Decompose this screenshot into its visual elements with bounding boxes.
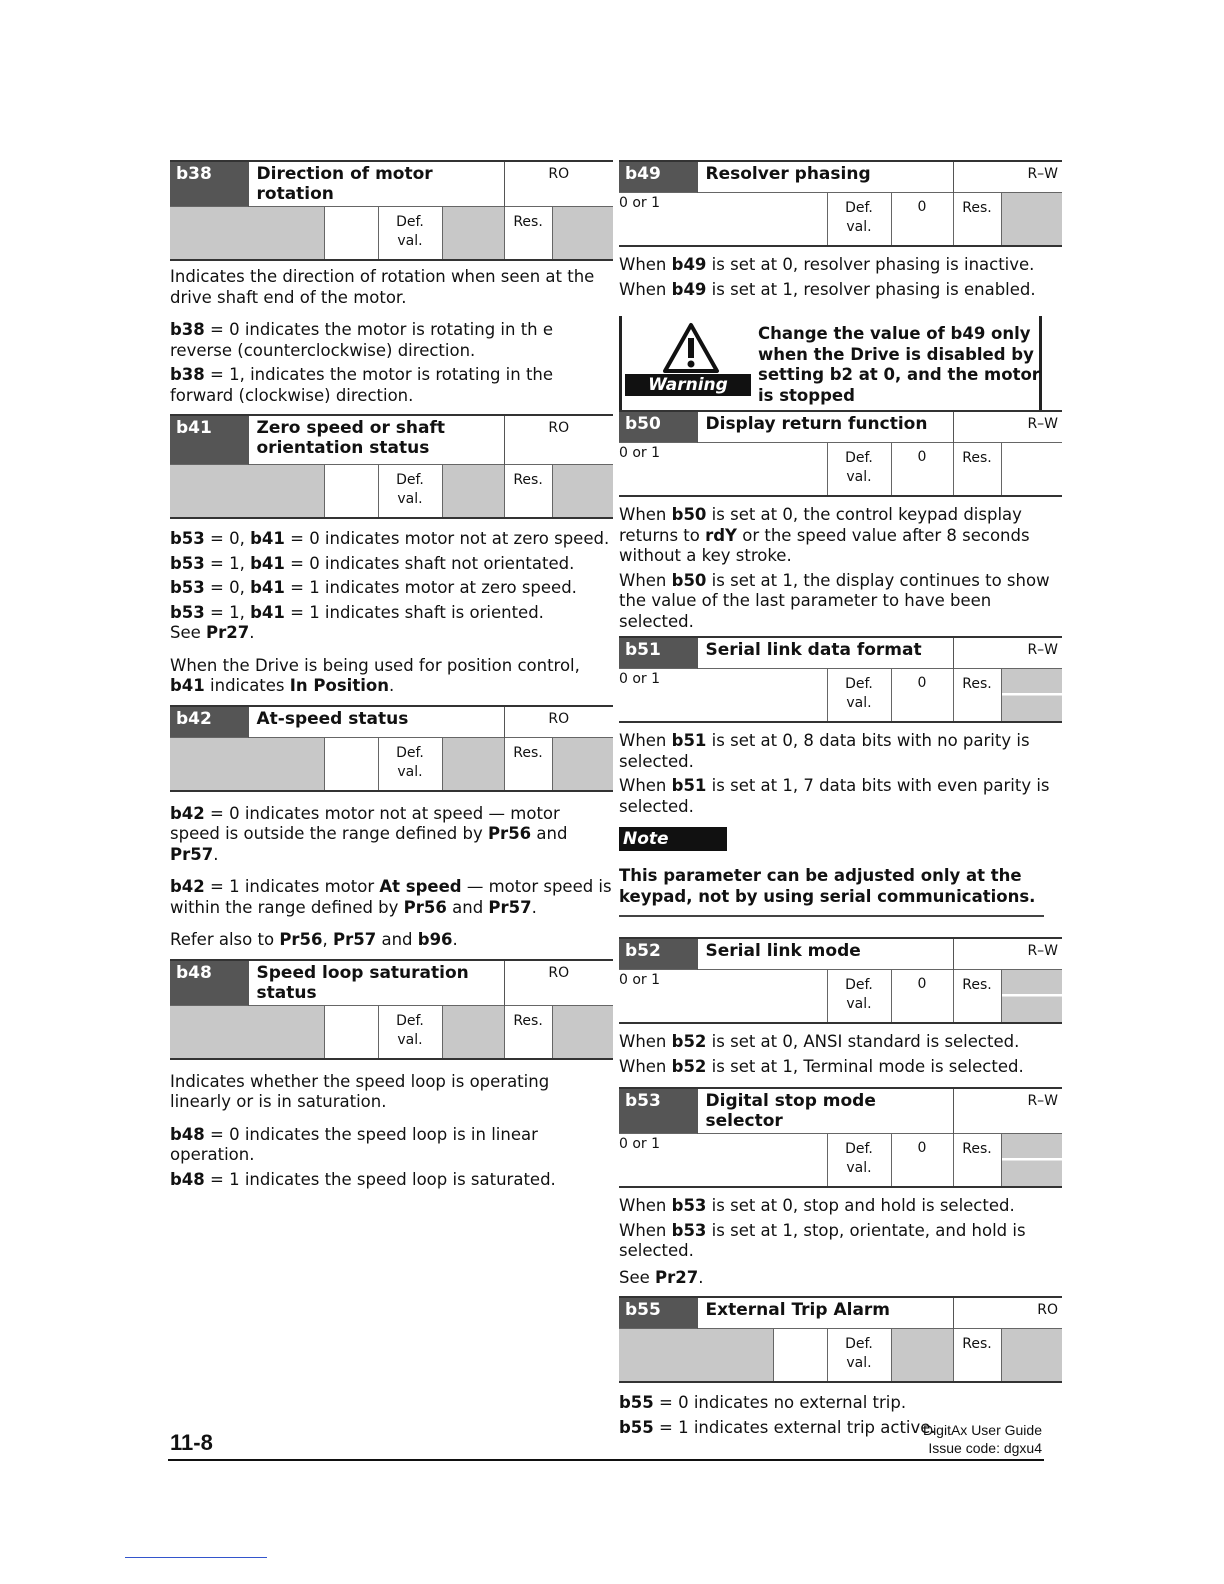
- resolution-label: Res.: [504, 1005, 552, 1059]
- warning-text: Change the value of b49 only when the Drive is disabled by setting b2 at 0, and the motor is stopped: [758, 324, 1040, 405]
- default-label: Def. val.: [827, 970, 891, 1024]
- warning-box: [619, 316, 1042, 410]
- resolution-label: Res.: [504, 465, 552, 519]
- param-table-b48: [170, 959, 613, 1060]
- resolution-label: Res.: [953, 970, 1001, 1024]
- b41-line-4: b53 = 1, b41 = 1 indicates shaft is oriented.: [170, 602, 544, 622]
- b41-line-1: b53 = 0, b41 = 0 indicates motor not at zero speed.: [170, 529, 610, 548]
- param-title: Digital stop mode selector: [697, 1088, 953, 1134]
- b38-value-0: b38 = 0 indicates the motor is rotating in th e reverse (counterclockwise) direction.: [170, 320, 554, 360]
- resolution-value-cell: [1001, 193, 1062, 247]
- issue-code: Issue code: dgxu4: [928, 1440, 1042, 1456]
- param-title: At-speed status: [248, 706, 504, 738]
- default-value-cell: [442, 207, 504, 261]
- footer-divider: [168, 1459, 1044, 1461]
- param-mode: R–W: [953, 637, 1062, 669]
- resolution-label: Res.: [953, 669, 1001, 723]
- param-table-b50: [619, 410, 1062, 497]
- left-column: [170, 160, 613, 1190]
- range-value: 0 or 1: [619, 443, 827, 497]
- b50-value-1: When b50 is set at 1, the display continues to show the value of the last parameter to have been selected.: [619, 570, 1050, 631]
- b48-value-1: b48 = 1 indicates the speed loop is saturated.: [170, 1169, 556, 1189]
- b48-description: Indicates whether the speed loop is operating linearly or is in saturation.: [170, 1071, 550, 1111]
- resolution-value-cell: [1001, 669, 1062, 723]
- blank-cell: [324, 1005, 378, 1059]
- b51-value-0: When b51 is set at 0, 8 data bits with no parity is selected.: [619, 731, 1030, 771]
- default-label: Def. val.: [827, 443, 891, 497]
- b38-description: Indicates the direction of rotation when seen at the drive shaft end of the motor.: [170, 267, 595, 307]
- param-mode: RO: [504, 960, 613, 1006]
- default-value: 0: [891, 443, 953, 497]
- footer-info: [923, 1421, 1042, 1457]
- right-column: [619, 160, 1062, 1438]
- b52-value-0: When b52 is set at 0, ANSI standard is selected.: [619, 1032, 1020, 1051]
- warning-triangle-icon: [662, 322, 720, 374]
- b51-value-1: When b51 is set at 1, 7 data bits with even parity is selected.: [619, 776, 1050, 816]
- resolution-label: Res.: [953, 1134, 1001, 1188]
- param-mode: RO: [504, 706, 613, 738]
- resolution-label: Res.: [504, 207, 552, 261]
- param-code: b52: [619, 938, 697, 970]
- b55-value-1: b55 = 1 indicates external trip active.: [619, 1417, 936, 1437]
- b50-value-0: When b50 is set at 0, the control keypad display returns to rdY or the speed value after 8 seconds without a key stroke.: [619, 505, 1030, 565]
- param-code: b53: [619, 1088, 697, 1134]
- b48-value-0: b48 = 0 indicates the speed loop is in linear operation.: [170, 1124, 538, 1164]
- b41-position-note: When the Drive is being used for position control, b41 indicates In Position.: [170, 655, 580, 695]
- range-value: 0 or 1: [619, 669, 827, 723]
- range-value: 0 or 1: [619, 970, 827, 1024]
- resolution-label: Res.: [953, 193, 1001, 247]
- resolution-value-cell: [552, 737, 613, 791]
- param-code: b51: [619, 637, 697, 669]
- default-value: 0: [891, 669, 953, 723]
- range-cell: [170, 737, 324, 791]
- default-value: 0: [891, 1134, 953, 1188]
- b41-line-3: b53 = 0, b41 = 1 indicates motor at zero speed.: [170, 578, 577, 597]
- b38-value-1: b38 = 1, indicates the motor is rotating in the forward (clockwise) direction.: [170, 365, 554, 405]
- blank-cell: [324, 465, 378, 519]
- blank-cell: [324, 207, 378, 261]
- b42-value-1: b42 = 1 indicates motor At speed — motor speed is within the range defined by Pr56 and Pr57.: [170, 877, 612, 917]
- b41-line-2: b53 = 1, b41 = 0 indicates shaft not orientated.: [170, 553, 575, 573]
- b52-value-1: When b52 is set at 1, Terminal mode is selected.: [619, 1056, 1024, 1076]
- note-label: Note: [619, 827, 727, 851]
- default-value: 0: [891, 193, 953, 247]
- param-mode: RO: [504, 161, 613, 207]
- param-table-b49: [619, 160, 1062, 247]
- default-value-cell: [442, 1005, 504, 1059]
- default-label: Def. val.: [827, 1134, 891, 1188]
- param-title: Resolver phasing: [697, 161, 953, 193]
- resolution-value-cell: [552, 465, 613, 519]
- b53-value-1: When b53 is set at 1, stop, orientate, and hold is selected.: [619, 1220, 1026, 1260]
- resolution-value-cell: [1001, 1329, 1062, 1383]
- param-table-b38: [170, 160, 613, 261]
- b41-see-also: See Pr27.: [170, 623, 255, 642]
- param-mode: RO: [504, 415, 613, 465]
- param-code: b50: [619, 411, 697, 443]
- param-mode: RO: [953, 1297, 1062, 1329]
- resolution-value-cell: [1001, 970, 1062, 1024]
- default-label: Def. val.: [378, 737, 442, 791]
- resolution-value-cell: [1001, 443, 1062, 497]
- param-title: Zero speed or shaft orientation status: [248, 415, 504, 465]
- param-code: b42: [170, 706, 248, 738]
- param-title: Direction of motor rotation: [248, 161, 504, 207]
- param-title: External Trip Alarm: [697, 1297, 953, 1329]
- range-cell: [170, 465, 324, 519]
- param-code: b49: [619, 161, 697, 193]
- param-table-b55: [619, 1296, 1062, 1383]
- param-title: Serial link mode: [697, 938, 953, 970]
- b42-value-0: b42 = 0 indicates motor not at speed — motor speed is outside the range defined by Pr56 and Pr57.: [170, 803, 568, 864]
- param-table-b42: [170, 705, 613, 792]
- param-code: b41: [170, 415, 248, 465]
- param-code: b48: [170, 960, 248, 1006]
- param-title: Display return function: [697, 411, 953, 443]
- resolution-value-cell: [1001, 1134, 1062, 1188]
- default-value: 0: [891, 970, 953, 1024]
- b53-value-0: When b53 is set at 0, stop and hold is selected.: [619, 1196, 1015, 1215]
- range-value: 0 or 1: [619, 1134, 827, 1188]
- param-mode: R–W: [953, 1088, 1062, 1134]
- param-code: b55: [619, 1297, 697, 1329]
- b49-value-1: When b49 is set at 1, resolver phasing is enabled.: [619, 279, 1036, 299]
- default-value-cell: [891, 1329, 953, 1383]
- param-mode: R–W: [953, 161, 1062, 193]
- range-cell: [170, 1005, 324, 1059]
- blank-cell: [324, 737, 378, 791]
- resolution-label: Res.: [504, 737, 552, 791]
- link-underline: [125, 1557, 267, 1558]
- default-label: Def. val.: [378, 1005, 442, 1059]
- resolution-value-cell: [552, 1005, 613, 1059]
- range-cell: [170, 207, 324, 261]
- b55-value-0: b55 = 0 indicates no external trip.: [619, 1393, 907, 1412]
- blank-cell: [773, 1329, 827, 1383]
- note-text: This parameter can be adjusted only at the keypad, not by using serial communications.: [619, 865, 1044, 917]
- param-table-b53: [619, 1087, 1062, 1188]
- default-value-cell: [442, 465, 504, 519]
- resolution-value-cell: [552, 207, 613, 261]
- param-title: Speed loop saturation status: [248, 960, 504, 1006]
- param-title: Serial link data format: [697, 637, 953, 669]
- param-mode: R–W: [953, 938, 1062, 970]
- b53-see-also: See Pr27.: [619, 1267, 704, 1287]
- range-cell: [619, 1329, 773, 1383]
- param-code: b38: [170, 161, 248, 207]
- param-table-b41: [170, 414, 613, 519]
- b42-refer-also: Refer also to Pr56, Pr57 and b96.: [170, 930, 458, 949]
- warning-label: Warning: [625, 374, 751, 396]
- page-number: 11-8: [170, 1430, 213, 1455]
- default-label: Def. val.: [378, 207, 442, 261]
- param-mode: R–W: [953, 411, 1062, 443]
- b49-value-0: When b49 is set at 0, resolver phasing is inactive.: [619, 255, 1035, 274]
- default-label: Def. val.: [378, 465, 442, 519]
- default-label: Def. val.: [827, 669, 891, 723]
- guide-title: DigitAx User Guide: [922, 1422, 1042, 1438]
- default-value-cell: [442, 737, 504, 791]
- default-label: Def. val.: [827, 193, 891, 247]
- resolution-label: Res.: [953, 443, 1001, 497]
- param-table-b51: [619, 636, 1062, 723]
- range-value: 0 or 1: [619, 193, 827, 247]
- default-label: Def. val.: [827, 1329, 891, 1383]
- resolution-label: Res.: [953, 1329, 1001, 1383]
- param-table-b52: [619, 937, 1062, 1024]
